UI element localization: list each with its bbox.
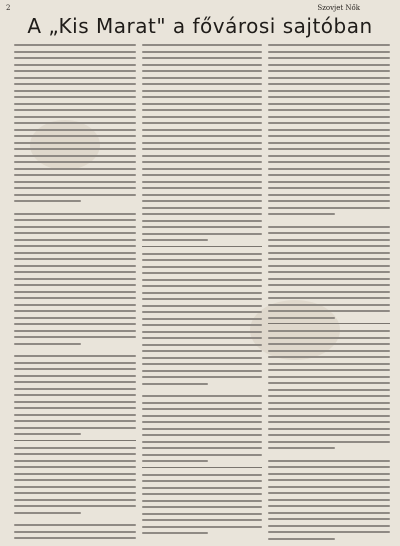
text-line bbox=[268, 343, 390, 345]
text-line bbox=[268, 265, 390, 267]
text-line bbox=[14, 492, 136, 494]
text-line bbox=[14, 433, 81, 435]
text-line bbox=[142, 460, 208, 462]
text-line bbox=[14, 291, 136, 293]
text-line bbox=[268, 356, 390, 358]
text-line bbox=[14, 355, 136, 357]
text-line bbox=[142, 129, 262, 131]
text-line bbox=[142, 226, 262, 228]
text-line bbox=[14, 83, 136, 85]
text-line bbox=[14, 317, 136, 319]
column-1-text bbox=[14, 44, 136, 540]
text-line bbox=[268, 70, 390, 72]
text-line bbox=[142, 480, 262, 482]
text-line bbox=[142, 421, 262, 423]
text-line bbox=[14, 278, 136, 280]
text-line bbox=[268, 148, 390, 150]
text-line bbox=[268, 460, 390, 462]
text-line bbox=[268, 142, 390, 144]
text-line bbox=[14, 524, 136, 526]
text-line bbox=[142, 187, 262, 189]
text-line bbox=[268, 51, 390, 53]
text-line bbox=[268, 421, 390, 423]
text-line bbox=[14, 200, 81, 202]
text-line bbox=[142, 500, 262, 502]
text-line bbox=[142, 155, 262, 157]
text-line bbox=[14, 453, 136, 455]
text-line bbox=[142, 292, 262, 294]
text-line bbox=[268, 135, 390, 137]
text-line bbox=[142, 181, 262, 183]
divider bbox=[142, 467, 262, 468]
text-line bbox=[268, 122, 390, 124]
text-line bbox=[142, 161, 262, 163]
text-line bbox=[142, 318, 262, 320]
text-line bbox=[14, 213, 136, 215]
text-line bbox=[14, 414, 136, 416]
text-line bbox=[14, 239, 136, 241]
text-line bbox=[268, 168, 390, 170]
text-line bbox=[268, 518, 390, 520]
text-line bbox=[142, 383, 208, 385]
text-line bbox=[268, 538, 335, 540]
text-line bbox=[268, 382, 390, 384]
text-line bbox=[268, 64, 390, 66]
text-line bbox=[142, 447, 262, 449]
column-2-text bbox=[142, 44, 262, 540]
text-line bbox=[268, 213, 335, 215]
paragraph-gap bbox=[268, 454, 390, 460]
text-line bbox=[14, 44, 136, 46]
text-line bbox=[14, 271, 136, 273]
text-line bbox=[268, 337, 390, 339]
text-line bbox=[14, 505, 136, 507]
text-line bbox=[14, 388, 136, 390]
text-line bbox=[14, 486, 136, 488]
text-line bbox=[268, 466, 390, 468]
divider bbox=[142, 246, 262, 247]
text-line bbox=[142, 70, 262, 72]
text-line bbox=[142, 194, 262, 196]
text-line bbox=[14, 226, 136, 228]
text-line bbox=[268, 245, 390, 247]
text-line bbox=[14, 368, 136, 370]
text-line bbox=[268, 90, 390, 92]
text-line bbox=[14, 51, 136, 53]
text-line bbox=[14, 297, 136, 299]
text-line bbox=[268, 310, 390, 312]
text-line bbox=[268, 512, 390, 514]
text-line bbox=[142, 532, 208, 534]
text-line bbox=[142, 135, 262, 137]
text-line bbox=[14, 362, 136, 364]
text-line bbox=[142, 239, 208, 241]
text-line bbox=[14, 343, 81, 345]
text-line bbox=[142, 487, 262, 489]
text-line bbox=[268, 194, 390, 196]
text-line bbox=[268, 441, 390, 443]
text-line bbox=[14, 499, 136, 501]
text-line bbox=[14, 531, 136, 533]
text-line bbox=[142, 337, 262, 339]
text-line bbox=[142, 174, 262, 176]
text-line bbox=[268, 330, 390, 332]
text-line bbox=[142, 441, 262, 443]
text-line bbox=[268, 486, 390, 488]
text-line bbox=[142, 90, 262, 92]
text-line bbox=[268, 479, 390, 481]
text-line bbox=[14, 512, 81, 514]
text-line bbox=[142, 474, 262, 476]
text-line bbox=[142, 305, 262, 307]
text-line bbox=[142, 148, 262, 150]
text-line bbox=[268, 161, 390, 163]
text-line bbox=[268, 77, 390, 79]
text-line bbox=[142, 233, 262, 235]
text-line bbox=[14, 232, 136, 234]
divider bbox=[268, 323, 390, 324]
text-line bbox=[142, 493, 262, 495]
text-line bbox=[268, 402, 390, 404]
running-head: Szovjet Nők bbox=[317, 4, 360, 12]
text-line bbox=[268, 226, 390, 228]
text-line bbox=[268, 363, 390, 365]
text-line bbox=[268, 428, 390, 430]
text-line bbox=[14, 323, 136, 325]
text-line bbox=[268, 284, 390, 286]
text-line bbox=[14, 174, 136, 176]
column-3-text bbox=[268, 44, 390, 540]
text-line bbox=[142, 259, 262, 261]
text-line bbox=[142, 96, 262, 98]
text-line bbox=[142, 279, 262, 281]
text-line bbox=[268, 252, 390, 254]
text-line bbox=[14, 64, 136, 66]
text-line bbox=[142, 253, 262, 255]
text-line bbox=[268, 297, 390, 299]
text-line bbox=[142, 51, 262, 53]
headline: A „Kis Marat" a fővárosi sajtóban bbox=[27, 14, 373, 38]
text-line bbox=[268, 232, 390, 234]
text-line bbox=[268, 174, 390, 176]
text-line bbox=[14, 187, 136, 189]
text-line bbox=[14, 122, 136, 124]
text-line bbox=[14, 401, 136, 403]
text-line bbox=[268, 369, 390, 371]
text-line bbox=[142, 350, 262, 352]
text-line bbox=[268, 304, 390, 306]
text-line bbox=[14, 135, 136, 137]
text-line bbox=[268, 200, 390, 202]
text-line bbox=[142, 415, 262, 417]
text-line bbox=[142, 428, 262, 430]
text-line bbox=[142, 168, 262, 170]
text-line bbox=[14, 181, 136, 183]
text-line bbox=[14, 284, 136, 286]
text-line bbox=[14, 473, 136, 475]
text-line bbox=[142, 454, 262, 456]
text-line bbox=[268, 376, 390, 378]
text-line bbox=[14, 77, 136, 79]
text-line bbox=[268, 473, 390, 475]
text-line bbox=[14, 252, 136, 254]
text-line bbox=[142, 57, 262, 59]
text-line bbox=[268, 317, 335, 319]
text-line bbox=[14, 219, 136, 221]
text-line bbox=[268, 447, 335, 449]
text-line bbox=[142, 357, 262, 359]
text-line bbox=[142, 83, 262, 85]
text-line bbox=[268, 109, 390, 111]
text-line bbox=[268, 434, 390, 436]
text-line bbox=[268, 525, 390, 527]
text-line bbox=[268, 408, 390, 410]
text-line bbox=[14, 70, 136, 72]
text-line bbox=[268, 258, 390, 260]
text-line bbox=[142, 519, 262, 521]
text-line bbox=[14, 265, 136, 267]
text-line bbox=[268, 499, 390, 501]
text-line bbox=[14, 129, 136, 131]
text-line bbox=[268, 96, 390, 98]
text-line bbox=[142, 324, 262, 326]
text-line bbox=[142, 434, 262, 436]
text-line bbox=[142, 285, 262, 287]
text-line bbox=[142, 207, 262, 209]
text-line bbox=[142, 363, 262, 365]
text-line bbox=[268, 492, 390, 494]
text-line bbox=[14, 466, 136, 468]
text-line bbox=[142, 298, 262, 300]
text-line bbox=[14, 116, 136, 118]
text-line bbox=[142, 64, 262, 66]
text-line bbox=[142, 513, 262, 515]
text-line bbox=[268, 187, 390, 189]
paragraph-gap bbox=[14, 207, 136, 213]
text-line bbox=[142, 77, 262, 79]
paragraph-gap bbox=[268, 220, 390, 226]
text-line bbox=[268, 350, 390, 352]
text-line bbox=[14, 103, 136, 105]
text-line bbox=[14, 168, 136, 170]
text-line bbox=[14, 258, 136, 260]
text-line bbox=[142, 272, 262, 274]
text-line bbox=[268, 395, 390, 397]
text-line bbox=[142, 311, 262, 313]
text-line bbox=[14, 161, 136, 163]
text-line bbox=[142, 213, 262, 215]
text-line bbox=[268, 505, 390, 507]
text-line bbox=[14, 537, 136, 539]
text-line bbox=[142, 122, 262, 124]
text-line bbox=[142, 266, 262, 268]
text-line bbox=[14, 479, 136, 481]
text-line bbox=[142, 220, 262, 222]
text-line bbox=[14, 407, 136, 409]
text-line bbox=[14, 381, 136, 383]
text-line bbox=[14, 109, 136, 111]
text-line bbox=[142, 376, 262, 378]
text-line bbox=[142, 142, 262, 144]
text-line bbox=[14, 447, 136, 449]
page-number: 2 bbox=[6, 4, 11, 12]
text-line bbox=[142, 370, 262, 372]
text-line bbox=[142, 395, 262, 397]
text-line bbox=[268, 103, 390, 105]
text-line bbox=[14, 245, 136, 247]
text-line bbox=[14, 142, 136, 144]
text-line bbox=[142, 344, 262, 346]
text-line bbox=[14, 336, 136, 338]
text-line bbox=[14, 148, 136, 150]
text-line bbox=[142, 506, 262, 508]
text-line bbox=[268, 271, 390, 273]
text-line bbox=[268, 531, 390, 533]
text-line bbox=[268, 291, 390, 293]
text-line bbox=[142, 408, 262, 410]
text-line bbox=[268, 116, 390, 118]
text-line bbox=[14, 330, 136, 332]
text-line bbox=[14, 57, 136, 59]
text-line bbox=[142, 331, 262, 333]
text-line bbox=[14, 90, 136, 92]
text-line bbox=[14, 310, 136, 312]
text-line bbox=[14, 155, 136, 157]
text-line bbox=[14, 304, 136, 306]
text-line bbox=[268, 207, 390, 209]
text-line bbox=[14, 394, 136, 396]
text-line bbox=[14, 460, 136, 462]
text-line bbox=[268, 129, 390, 131]
text-line bbox=[268, 57, 390, 59]
text-line bbox=[14, 96, 136, 98]
divider bbox=[14, 440, 136, 441]
text-line bbox=[142, 526, 262, 528]
text-line bbox=[142, 103, 262, 105]
text-line bbox=[268, 415, 390, 417]
text-line bbox=[142, 200, 262, 202]
text-line bbox=[268, 83, 390, 85]
text-line bbox=[268, 44, 390, 46]
text-line bbox=[268, 181, 390, 183]
text-line bbox=[14, 194, 136, 196]
text-line bbox=[268, 278, 390, 280]
text-line bbox=[142, 44, 262, 46]
text-line bbox=[268, 155, 390, 157]
text-line bbox=[14, 427, 136, 429]
text-line bbox=[142, 402, 262, 404]
text-line bbox=[142, 116, 262, 118]
text-line bbox=[142, 109, 262, 111]
text-line bbox=[14, 420, 136, 422]
text-line bbox=[14, 375, 136, 377]
text-line bbox=[268, 239, 390, 241]
text-line bbox=[268, 389, 390, 391]
